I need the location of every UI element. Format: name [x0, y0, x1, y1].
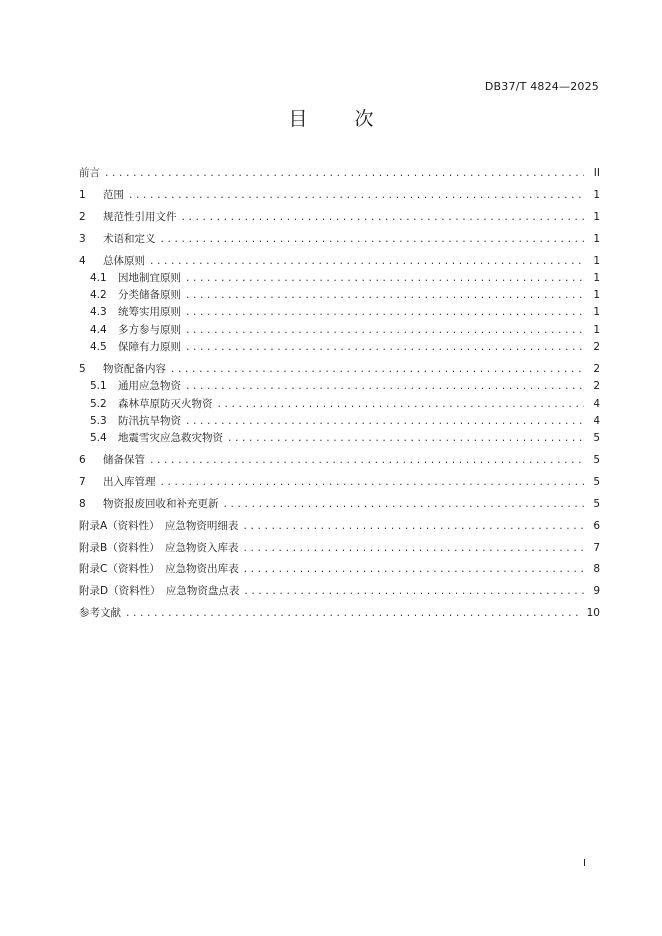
toc-leader-dots	[185, 379, 584, 396]
toc-entry-number: 4.1	[90, 271, 107, 284]
toc-entry-title: 规范性引用文件	[103, 210, 177, 223]
toc-entry-title: 附录A（资料性） 应急物资明细表	[79, 519, 239, 532]
toc-entry[interactable]	[79, 452, 600, 469]
toc-leader-dots	[217, 397, 585, 414]
toc-entry-title: 因地制宜原则	[118, 271, 181, 284]
toc-entry-number: 4.5	[90, 341, 107, 354]
toc-leader-dots	[149, 254, 584, 271]
toc-entry-page: 4	[593, 397, 600, 410]
page-title: 目 次	[288, 108, 388, 130]
toc-entry[interactable]	[79, 231, 600, 248]
toc-leader-dots	[104, 166, 584, 183]
toc-entry-page: 1	[593, 271, 600, 284]
toc-entry[interactable]	[79, 474, 600, 491]
toc-leader-dots	[223, 497, 585, 514]
toc-entry[interactable]	[79, 187, 600, 204]
toc-entry-page: 1	[593, 306, 600, 319]
toc-leader-dots	[160, 232, 585, 249]
toc-leader-dots	[128, 188, 584, 205]
toc-entry-number: 5.4	[90, 432, 107, 445]
toc-leader-dots	[185, 288, 584, 305]
toc-entry[interactable]	[79, 561, 600, 578]
toc-entry-page: 2	[593, 380, 600, 393]
toc-entry[interactable]	[79, 496, 600, 513]
toc-entry[interactable]	[79, 253, 600, 270]
toc-entry-title: 物资配备内容	[103, 362, 166, 375]
toc-entry-number: 4.3	[90, 306, 107, 319]
toc-entry-page: 1	[593, 210, 600, 223]
toc-entry-number: 5.3	[90, 414, 107, 427]
toc-entry[interactable]	[79, 378, 600, 395]
toc-entry-number: 5.2	[90, 397, 107, 410]
toc-entry-number: 8	[79, 497, 86, 510]
toc-entry-page: 2	[593, 362, 600, 375]
toc-entry-title: 通用应急物资	[118, 380, 181, 393]
toc-entry[interactable]	[79, 518, 600, 535]
toc-entry-title: 出入库管理	[103, 475, 156, 488]
toc-entry-title: 防汛抗旱物资	[118, 414, 181, 427]
toc-entry-number: 2	[79, 210, 86, 223]
toc-entry-page: 5	[593, 432, 600, 445]
toc-leader-dots	[185, 271, 584, 288]
toc-entry-number: 1	[79, 188, 86, 201]
toc-entry-number: 4.2	[90, 289, 107, 302]
toc-entry-page: 1	[593, 323, 600, 336]
toc-entry-number: 7	[79, 475, 86, 488]
toc-entry-page: 7	[593, 541, 600, 554]
toc-entry[interactable]	[79, 396, 600, 413]
toc-entry[interactable]	[79, 339, 600, 356]
toc-entry-number: 5	[79, 362, 86, 375]
toc-leader-dots	[185, 414, 584, 431]
toc-entry-number: 4	[79, 254, 86, 267]
toc-entry[interactable]	[79, 413, 600, 430]
toc-leader-dots	[160, 475, 585, 492]
toc-leader-dots	[181, 210, 585, 227]
toc-leader-dots	[242, 541, 584, 558]
toc-entry-page: 2	[593, 341, 600, 354]
toc-entry-page: 10	[586, 607, 600, 620]
toc-entry-title: 附录D（资料性） 应急物资盘点表	[79, 585, 240, 598]
toc-entry[interactable]	[79, 270, 600, 287]
toc-entry-page: 5	[593, 475, 600, 488]
toc-entry-title: 统筹实用原则	[118, 306, 181, 319]
toc-leader-dots	[170, 362, 584, 379]
toc-entry-title: 总体原则	[103, 254, 145, 267]
table-of-contents	[79, 165, 600, 623]
toc-entry[interactable]	[79, 540, 600, 557]
toc-entry-title: 物资报废回收和补充更新	[103, 497, 219, 510]
document-code: DB37/T 4824—2025	[484, 80, 599, 93]
toc-entry-page: 5	[593, 454, 600, 467]
toc-leader-dots	[242, 519, 584, 536]
toc-entry[interactable]	[79, 583, 600, 600]
toc-entry-title: 储备保管	[103, 454, 145, 467]
toc-entry-page: 1	[593, 188, 600, 201]
toc-entry[interactable]	[79, 287, 600, 304]
toc-leader-dots	[243, 562, 584, 579]
toc-entry-title: 附录B（资料性） 应急物资入库表	[79, 541, 239, 554]
toc-entry-title: 分类储备原则	[118, 289, 181, 302]
toc-entry[interactable]	[79, 209, 600, 226]
toc-entry[interactable]	[79, 430, 600, 447]
toc-leader-dots	[227, 431, 584, 448]
toc-entry-number: 4.4	[90, 323, 107, 336]
toc-entry-number: 6	[79, 454, 86, 467]
toc-entry-page: 1	[593, 232, 600, 245]
toc-entry-title: 地震雪灾应急救灾物资	[118, 432, 223, 445]
toc-entry[interactable]	[79, 165, 600, 182]
toc-entry-title: 范围	[103, 188, 124, 201]
toc-leader-dots	[125, 606, 583, 623]
toc-leader-dots	[185, 323, 584, 340]
toc-entry-title: 多方参与原则	[118, 323, 181, 336]
toc-entry-page: 5	[593, 497, 600, 510]
toc-leader-dots	[149, 453, 584, 470]
toc-entry-title: 参考文献	[79, 607, 121, 620]
toc-entry-number: 5.1	[90, 380, 107, 393]
toc-entry-page: 8	[593, 563, 600, 576]
toc-entry-title: 术语和定义	[103, 232, 156, 245]
toc-entry-page: 4	[593, 414, 600, 427]
toc-entry[interactable]	[79, 361, 600, 378]
toc-entry-title: 前言	[79, 167, 100, 179]
page-number: I	[583, 858, 586, 869]
toc-entry-page: 1	[593, 254, 600, 267]
toc-entry-page: 1	[593, 289, 600, 302]
toc-entry-page: 9	[593, 585, 600, 598]
toc-entry[interactable]	[79, 605, 600, 622]
toc-entry[interactable]	[79, 304, 600, 321]
toc-leader-dots	[185, 340, 584, 357]
toc-entry-title: 附录C（资料性） 应急物资出库表	[79, 563, 239, 576]
toc-leader-dots	[185, 305, 584, 322]
toc-entry-title: 保障有力原则	[118, 341, 181, 354]
toc-entry-title: 森林草原防灭火物资	[118, 397, 213, 410]
toc-leader-dots	[243, 584, 584, 601]
toc-entry-page: 6	[593, 519, 600, 532]
toc-entry[interactable]	[79, 322, 600, 339]
toc-entry-number: 3	[79, 232, 86, 245]
toc-entry-page: II	[593, 167, 600, 179]
